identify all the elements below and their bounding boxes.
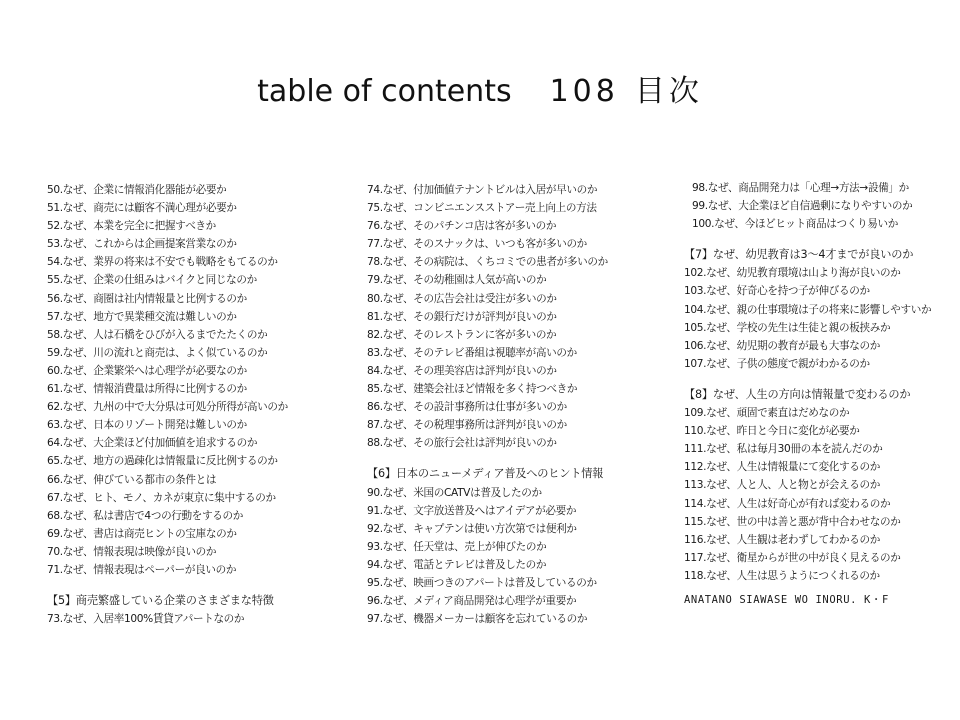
toc-entry: 111.なぜ、私は毎月30冊の本を読んだのか (684, 443, 883, 456)
toc-list (47, 610, 288, 628)
toc-entry: 77.なぜ、そのスナックは、いつも客が多いのか (367, 238, 587, 251)
toc-list (684, 179, 931, 233)
toc-entry: 112.なぜ、人生は情報量にて変化するのか (684, 461, 881, 474)
page-title (0, 66, 960, 118)
toc-entry: 80.なぜ、その広告会社は受注が多いのか (367, 292, 557, 305)
toc-entry: 116.なぜ、人生観は老わずしてわかるのか (684, 533, 881, 546)
toc-entry: 85.なぜ、建築会社ほど情報を多く持つべきか (367, 383, 578, 396)
toc-column-3 (684, 179, 931, 609)
toc-entry: 76.なぜ、そのパチンコ店は客が多いのか (367, 220, 557, 233)
toc-entry: 70.なぜ、情報表現は映像が良いのか (47, 545, 217, 558)
section-heading: 【5】商売繁盛している企業のさまざまな特徴 (47, 594, 274, 608)
toc-entry: 106.なぜ、幼児期の教育が最も大事なのか (684, 339, 881, 352)
section-heading: 【7】なぜ、幼児教育は3～4才までが良いのか (684, 248, 914, 262)
toc-entry: 91.なぜ、文字放送普及へはアイデアが必要か (367, 504, 577, 517)
toc-entry: 52.なぜ、本業を完全に把握すべきか (47, 220, 216, 233)
toc-column-2 (367, 181, 608, 628)
toc-entry: 69.なぜ、書店は商売ヒントの宝庫なのか (47, 527, 237, 540)
toc-entry: 92.なぜ、キャプテンは使い方次第では便利か (367, 522, 577, 535)
toc-entry: 81.なぜ、その銀行だけが評判が良いのか (367, 310, 557, 323)
toc-entry: 88.なぜ、その旅行会社は評判が良いのか (367, 437, 557, 450)
toc-entry: 65.なぜ、地方の過疎化は情報量に反比例するのか (47, 455, 278, 468)
toc-entry: 67.なぜ、ヒト、モノ、カネが東京に集中するのか (47, 491, 276, 504)
toc-list (367, 181, 608, 452)
toc-entry: 74.なぜ、付加価値テナントビルは入居が早いのか (367, 184, 598, 196)
toc-entry: 109.なぜ、頑固で素直はだめなのか (684, 407, 850, 420)
toc-entry: 73.なぜ、入居率100%賃貸アパートなのか (47, 613, 245, 626)
toc-entry: 90.なぜ、米国のCATVは普及したのか (367, 486, 542, 499)
toc-entry: 57.なぜ、地方で異業種交流は難しいのか (47, 310, 237, 323)
toc-list (367, 484, 608, 629)
toc-entry: 71.なぜ、情報表現はペーパーが良いのか (47, 563, 237, 576)
toc-entry: 82.なぜ、そのレストランに客が多いのか (367, 328, 557, 341)
toc-entry: 59.なぜ、川の流れと商売は、よく似ているのか (47, 346, 268, 359)
toc-entry: 86.なぜ、その設計事務所は仕事が多いのか (367, 401, 567, 414)
toc-entry: 117.なぜ、衛星からが世の中が良く見えるのか (684, 551, 901, 564)
toc-entry: 87.なぜ、その税理事務所は評判が良いのか (367, 419, 567, 432)
toc-entry: 115.なぜ、世の中は善と悪が背中合わせなのか (684, 515, 901, 528)
section-heading: 【6】日本のニューメディア普及へのヒント情報 (367, 467, 604, 481)
toc-list (47, 181, 288, 579)
toc-entry: 83.なぜ、そのテレビ番組は視聴率が高いのか (367, 346, 577, 359)
toc-entry: 56.なぜ、商圏は社内情報量と比例するのか (47, 292, 247, 305)
toc-entry: 93.なぜ、任天堂は、売上が伸びたのか (367, 540, 547, 553)
toc-entry: 107.なぜ、子供の態度で親がわかるのか (684, 357, 870, 370)
toc-entry: 103.なぜ、好奇心を持つ子が伸びるのか (684, 285, 870, 298)
toc-entry: 95.なぜ、映画つきのアパートは普及しているのか (367, 576, 597, 589)
toc-entry: 78.なぜ、その病院は、くちコミでの患者が多いのか (367, 256, 608, 269)
toc-entry: 94.なぜ、電話とテレビは普及したのか (367, 558, 547, 571)
toc-entry: 84.なぜ、その理美容店は評判が良いのか (367, 364, 557, 377)
toc-entry: 63.なぜ、日本のリゾート開発は難しいのか (47, 419, 247, 432)
toc-entry: 102.なぜ、幼児教育環境は山より海が良いのか (684, 267, 901, 280)
title-english: table of contents (257, 74, 512, 109)
signature: ANATANO SIAWASE WO INORU. K・F (684, 593, 889, 606)
toc-entry: 105.なぜ、学校の先生は生徒と親の板挟みか (684, 321, 891, 334)
toc-entry: 64.なぜ、大企業ほど付加価値を追求するのか (47, 437, 258, 450)
toc-entry: 79.なぜ、その幼稚園は人気が高いのか (367, 274, 547, 287)
toc-entry: 113.なぜ、人と人、人と物とが会えるのか (684, 479, 881, 492)
toc-list (684, 404, 931, 585)
toc-entry: 50.なぜ、企業に情報消化器能が必要か (47, 184, 227, 196)
toc-entry: 98.なぜ、商品開発力は「心理→方法→設備」か (692, 182, 909, 194)
toc-entry: 60.なぜ、企業繁栄へは心理学が必要なのか (47, 364, 247, 377)
toc-entry: 97.なぜ、機器メーカーは顧客を忘れているのか (367, 613, 588, 626)
toc-entry: 99.なぜ、大企業ほど自信過剰になりやすいのか (692, 200, 913, 213)
toc-entry: 53.なぜ、これからは企画提案営業なのか (47, 238, 237, 251)
toc-entry: 100.なぜ、今ほどヒット商品はつくり易いか (692, 218, 898, 231)
toc-list (684, 264, 931, 373)
toc-column-1 (47, 181, 288, 628)
section-heading: 【8】なぜ、人生の方向は情報量で変わるのか (684, 387, 911, 401)
toc-entry: 51.なぜ、商売には顧客不満心理が必要か (47, 202, 237, 215)
toc-entry: 62.なぜ、九州の中で大分県は可処分所得が高いのか (47, 401, 288, 414)
toc-entry: 104.なぜ、親の仕事環境は子の将来に影響しやすいか (684, 303, 932, 316)
toc-entry: 58.なぜ、人は石橋をひびが入るまでたたくのか (47, 328, 268, 341)
toc-entry: 61.なぜ、情報消費量は所得に比例するのか (47, 383, 247, 396)
toc-entry: 75.なぜ、コンビニエンスストアー売上向上の方法 (367, 202, 597, 215)
toc-entry: 55.なぜ、企業の仕組みはバイクと同じなのか (47, 274, 257, 287)
toc-entry: 54.なぜ、業界の将来は不安でも戦略をもてるのか (47, 256, 278, 269)
toc-entry: 68.なぜ、私は書店で4つの行動をするのか (47, 509, 244, 522)
toc-entry: 118.なぜ、人生は思うようにつくれるのか (684, 569, 880, 582)
toc-entry: 66.なぜ、伸びている都市の条件とは (47, 473, 217, 486)
toc-entry: 114.なぜ、人生は好奇心が有れば変わるのか (684, 497, 891, 510)
toc-entry: 96.なぜ、メディア商品開発は心理学が重要か (367, 595, 577, 608)
title-japanese: 目次 (634, 74, 703, 109)
toc-entry: 110.なぜ、昨日と今日に変化が必要か (684, 425, 860, 438)
title-number: 108 (549, 74, 619, 109)
